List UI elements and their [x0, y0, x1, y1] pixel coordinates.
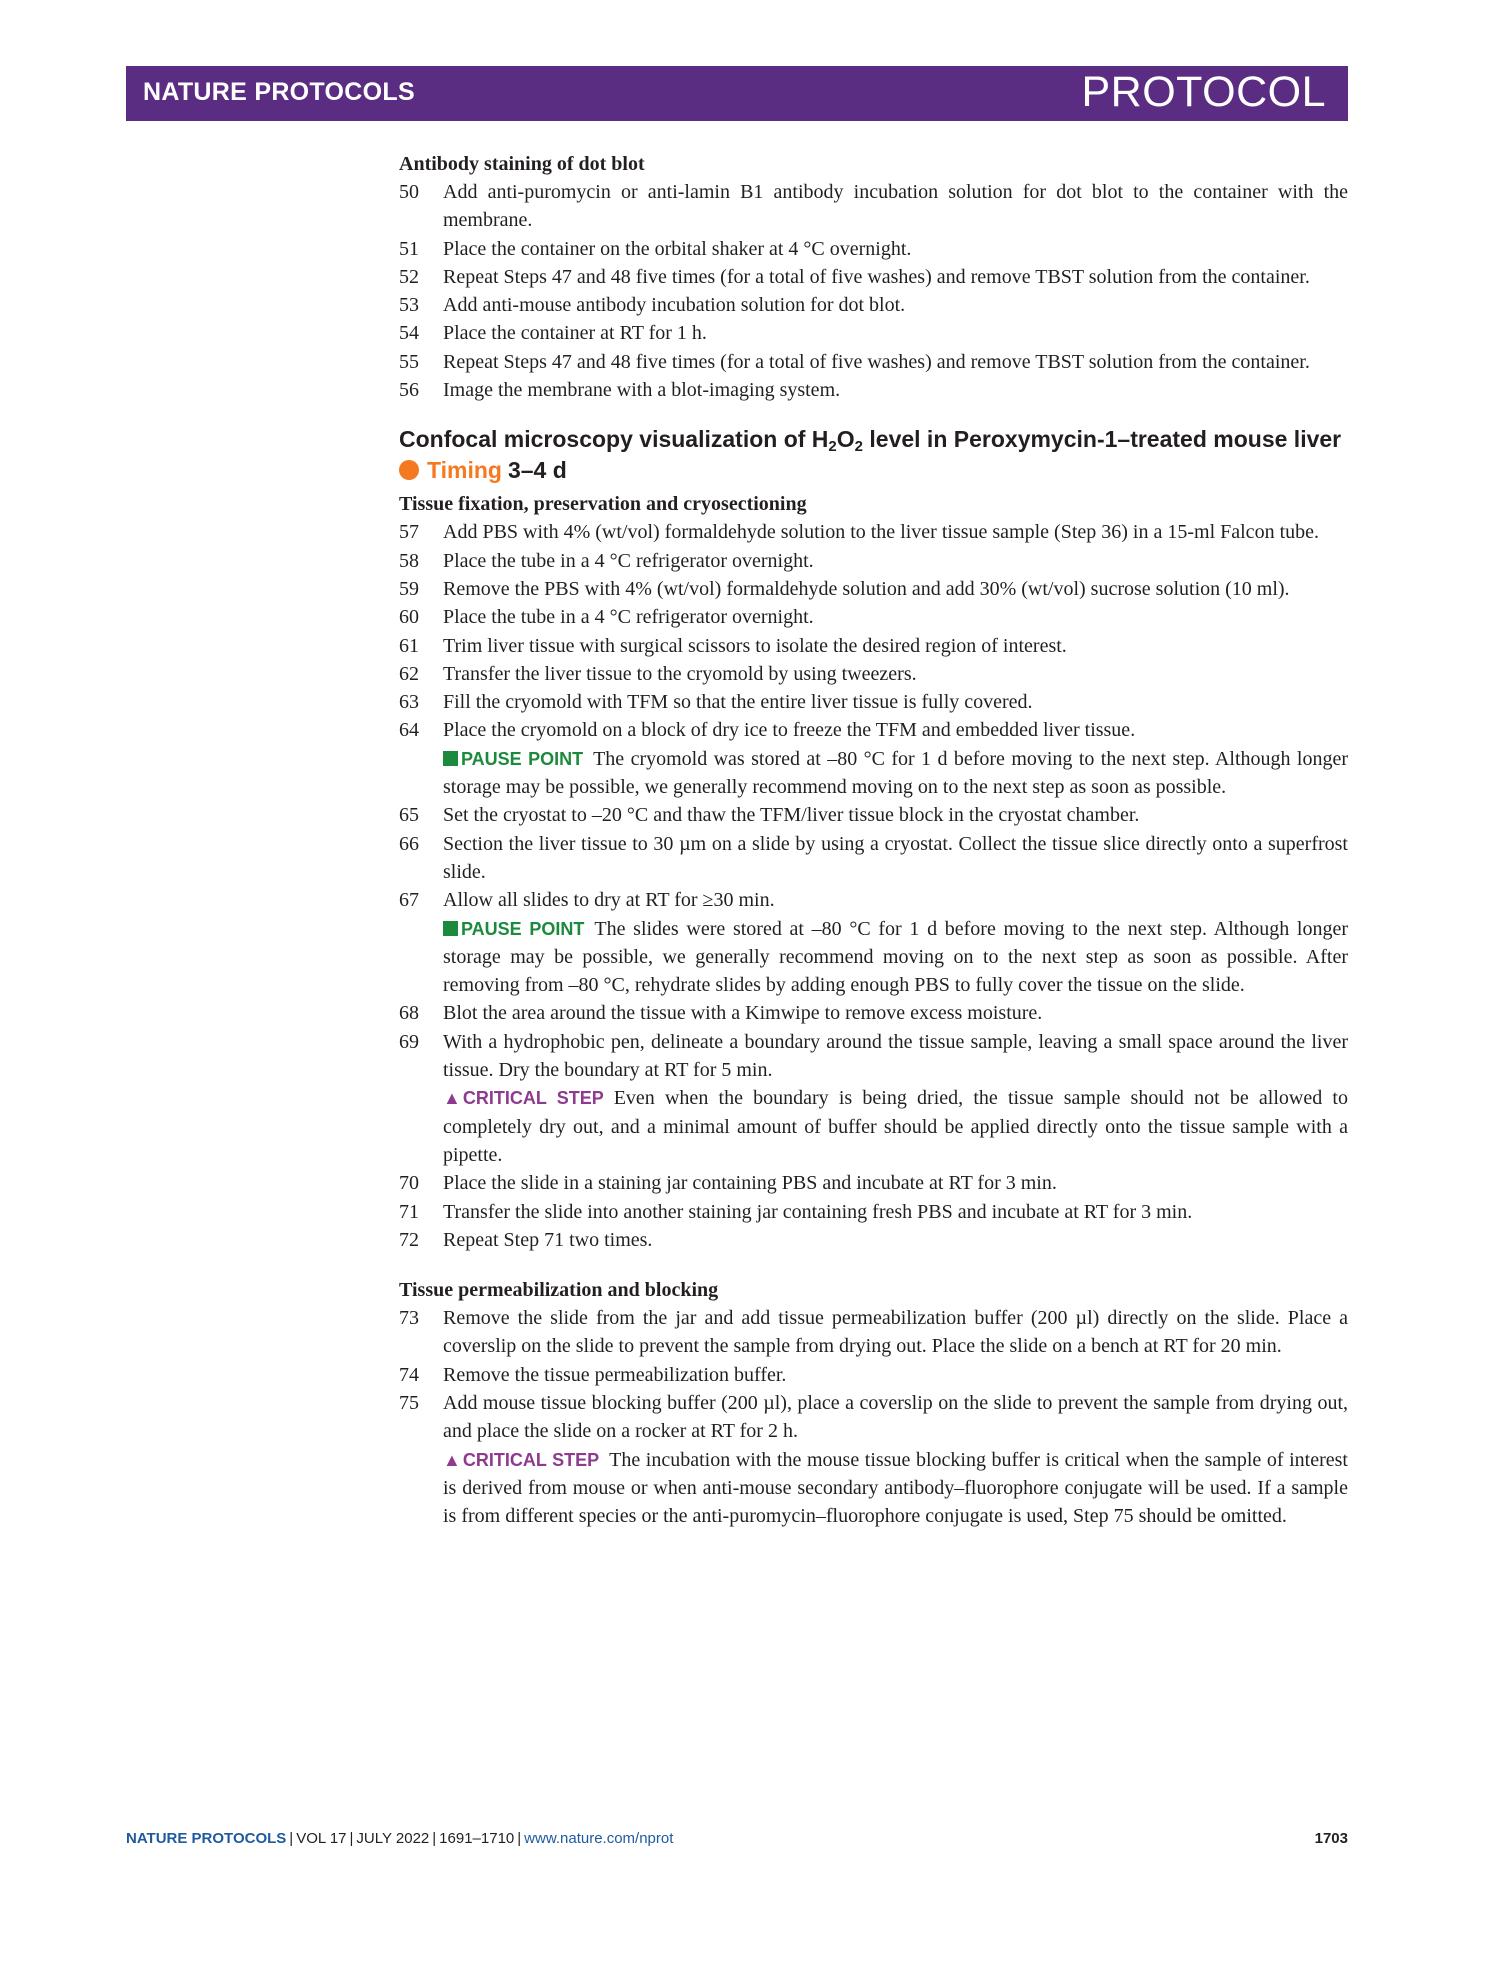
- page-footer: [126, 1830, 1348, 1847]
- footer-journal: NATURE PROTOCOLS: [126, 1830, 287, 1847]
- section-title-part: O: [836, 426, 855, 453]
- note-text: Even when the boundary is being dried, the tissue sample should not be allowed to completely dry out, and a minimal amount of buffer should be applied directly onto the tissue sample with a pipette.: [443, 1087, 1348, 1166]
- step-number: 73: [399, 1307, 419, 1330]
- footer-separator: |: [289, 1830, 294, 1847]
- footer-separator: |: [517, 1830, 522, 1847]
- step-item: [399, 603, 1348, 631]
- step-number: 69: [399, 1030, 419, 1053]
- step-item: [399, 1389, 1348, 1530]
- step-item: [399, 1198, 1348, 1226]
- step-text: Transfer the slide into another staining jar containing fresh PBS and incubate at RT for 3 min.: [443, 1200, 1193, 1223]
- step-number: 65: [399, 804, 419, 827]
- step-text: Remove the tissue permeabilization buffer.: [443, 1363, 787, 1386]
- step-item: [399, 291, 1348, 319]
- step-item: [399, 575, 1348, 603]
- step-item: [399, 688, 1348, 716]
- timing-value: 3–4 d: [507, 457, 567, 484]
- step-item: [399, 518, 1348, 546]
- step-text: Place the tube in a 4 °C refrigerator overnight.: [443, 549, 814, 572]
- step-text: Image the membrane with a blot-imaging system.: [443, 379, 841, 402]
- section-title-part: Confocal microscopy visualization of H: [399, 426, 829, 453]
- step-text: Trim liver tissue with surgical scissors to isolate the desired region of interest.: [443, 634, 1067, 657]
- step-number: 72: [399, 1228, 419, 1251]
- critical-triangle-icon: ▲: [443, 1449, 461, 1470]
- step-number: 74: [399, 1363, 419, 1386]
- subheading-dot-blot: Antibody staining of dot blot: [399, 153, 645, 175]
- step-item: [399, 319, 1348, 347]
- footer-issue: JULY 2022: [356, 1830, 430, 1847]
- step-text: Section the liver tissue to 30 µm on a slide by using a cryostat. Collect the tissue slice directly onto a superfrost slide.: [443, 832, 1348, 883]
- step-text: Repeat Steps 47 and 48 five times (for a total of five washes) and remove TBST solution from the container.: [443, 350, 1310, 373]
- step-number: 50: [399, 181, 419, 203]
- step-item: [399, 376, 1348, 404]
- note-label: CRITICAL STEP: [462, 1449, 600, 1470]
- step-text: Repeat Step 71 two times.: [443, 1228, 653, 1251]
- step-number: 71: [399, 1200, 419, 1223]
- step-number: 63: [399, 691, 419, 714]
- step-number: 75: [399, 1391, 419, 1414]
- step-number: 55: [399, 350, 419, 373]
- timing-label: Timing: [427, 457, 502, 484]
- step-number: 64: [399, 719, 419, 742]
- step-number: 62: [399, 662, 419, 685]
- pause-square-icon: [443, 751, 458, 766]
- step-number: 51: [399, 237, 419, 260]
- step-item: [399, 1304, 1348, 1361]
- step-number: 61: [399, 634, 419, 657]
- journal-name: NATURE PROTOCOLS: [143, 78, 415, 106]
- note-label: CRITICAL STEP: [462, 1088, 604, 1109]
- step-text: Repeat Steps 47 and 48 five times (for a total of five washes) and remove TBST solution from the container.: [443, 265, 1310, 288]
- step-item: [399, 886, 1348, 999]
- step-number: 52: [399, 265, 419, 288]
- step-text: Place the container on the orbital shaker at 4 °C overnight.: [443, 237, 912, 260]
- step-item: [399, 632, 1348, 660]
- step-item: [399, 999, 1348, 1027]
- step-list-tissue-fixation: [399, 518, 1348, 1254]
- step-number: 60: [399, 606, 419, 629]
- step-number: 68: [399, 1002, 419, 1025]
- step-number: 54: [399, 322, 419, 345]
- note-label: PAUSE POINT: [461, 918, 585, 939]
- step-number: 67: [399, 889, 419, 912]
- footer-separator: |: [349, 1830, 354, 1847]
- article-type: PROTOCOL: [1081, 68, 1326, 116]
- pause-square-icon: [443, 921, 458, 936]
- step-list-dot-blot: [399, 178, 1348, 404]
- step-item: [399, 1028, 1348, 1169]
- critical-triangle-icon: ▲: [443, 1088, 461, 1109]
- note-text: The cryomold was stored at –80 °C for 1 d before moving to the next step. Although longer storage may be possible, we generally recommend moving on to the next step as soon as possible.: [443, 747, 1348, 799]
- step-item: [399, 830, 1348, 887]
- step-number: 70: [399, 1172, 419, 1195]
- footer-volume: VOL 17: [296, 1830, 347, 1847]
- step-text: Add PBS with 4% (wt/vol) formaldehyde solution to the liver tissue sample (Step 36) in a 15-ml Falcon tube.: [443, 521, 1319, 544]
- step-item: [399, 348, 1348, 376]
- step-text: Blot the area around the tissue with a Kimwipe to remove excess moisture.: [443, 1002, 1043, 1025]
- subheading-tissue-fixation: Tissue fixation, preservation and cryosectioning: [399, 493, 807, 516]
- critical-step-note: [443, 1446, 1348, 1531]
- step-item: [399, 716, 1348, 801]
- step-number: 57: [399, 521, 419, 544]
- critical-step-note: [443, 1084, 1348, 1169]
- step-item: [399, 263, 1348, 291]
- note-text: The slides were stored at –80 °C for 1 d before moving to the next step. Although longer storage may be possible, we generally recommend moving on to the next step as soon as possible. After removing from –80 °C, rehydrate slides by adding enough PBS to fully cover the tissue on the slide.: [443, 917, 1348, 997]
- page-content: [399, 150, 1348, 1530]
- step-text: Remove the PBS with 4% (wt/vol) formaldehyde solution and add 30% (wt/vol) sucrose solution (10 ml).: [443, 577, 1290, 600]
- step-text: Place the container at RT for 1 h.: [443, 322, 707, 345]
- section-title-part: level in Peroxymycin-1–treated mouse liver: [863, 426, 1342, 453]
- step-item: [399, 178, 1348, 235]
- step-text: With a hydrophobic pen, delineate a boundary around the tissue sample, leaving a small space around the liver tissue. Dry the boundary at RT for 5 min.: [443, 1030, 1348, 1082]
- note-label: PAUSE POINT: [461, 748, 584, 769]
- journal-header-bar: [126, 66, 1348, 121]
- step-item: [399, 660, 1348, 688]
- step-text: Place the cryomold on a block of dry ice to freeze the TFM and embedded liver tissue.: [443, 719, 1136, 742]
- step-list-permeabilization: [399, 1304, 1348, 1530]
- step-number: 56: [399, 379, 419, 402]
- step-text: Add anti-mouse antibody incubation solution for dot blot.: [443, 294, 906, 317]
- step-item: [399, 1226, 1348, 1254]
- note-text: The incubation with the mouse tissue blocking buffer is critical when the sample of interest is derived from mouse or when anti-mouse secondary antibody–fluorophore conjugate will be used. If a sample is from different species or the anti-puromycin–fluorophore conjugate is used, Step 75 should be omitted.: [443, 1448, 1348, 1528]
- section-title-subscript: 2: [828, 438, 837, 456]
- step-item: [399, 547, 1348, 575]
- step-text: Add mouse tissue blocking buffer (200 µl), place a coverslip on the slide to prevent the sample from drying out, and place the slide on a rocker at RT for 2 h.: [443, 1391, 1348, 1443]
- page-number: 1703: [1314, 1830, 1348, 1847]
- step-text: Allow all slides to dry at RT for ≥30 min.: [443, 889, 775, 912]
- step-item: [399, 235, 1348, 263]
- timing-line: [399, 455, 1348, 486]
- step-number: 66: [399, 832, 419, 855]
- footer-pages: 1691–1710: [439, 1830, 515, 1847]
- step-text: Place the tube in a 4 °C refrigerator overnight.: [443, 606, 814, 629]
- pause-point-note: [443, 915, 1348, 1000]
- step-text: Set the cryostat to –20 °C and thaw the TFM/liver tissue block in the cryostat chamber.: [443, 804, 1140, 827]
- pause-point-note: [443, 745, 1348, 802]
- subheading-permeabilization: Tissue permeabilization and blocking: [399, 1279, 719, 1302]
- step-text: Fill the cryomold with TFM so that the entire liver tissue is fully covered.: [443, 691, 1033, 714]
- timing-dot-icon: [399, 460, 419, 480]
- step-item: [399, 1361, 1348, 1389]
- step-text: Transfer the liver tissue to the cryomold by using tweezers.: [443, 662, 917, 685]
- step-item: [399, 1169, 1348, 1197]
- step-text: Add anti-puromycin or anti-lamin B1 antibody incubation solution for dot blot to the container with the membrane.: [443, 181, 1348, 232]
- section-title-subscript: 2: [854, 438, 863, 456]
- section-title: [399, 424, 1348, 455]
- step-number: 59: [399, 577, 419, 600]
- step-text: Remove the slide from the jar and add tissue permeabilization buffer (200 µl) directly on the slide. Place a coverslip on the slide to prevent the sample from drying out. Place the slide on a bench at RT for 20 min.: [443, 1307, 1348, 1358]
- footer-separator: |: [432, 1830, 437, 1847]
- step-text: Place the slide in a staining jar containing PBS and incubate at RT for 3 min.: [443, 1172, 1057, 1195]
- step-number: 58: [399, 549, 419, 572]
- step-item: [399, 801, 1348, 829]
- footer-url-link[interactable]: www.nature.com/nprot: [524, 1830, 674, 1847]
- step-number: 53: [399, 294, 419, 317]
